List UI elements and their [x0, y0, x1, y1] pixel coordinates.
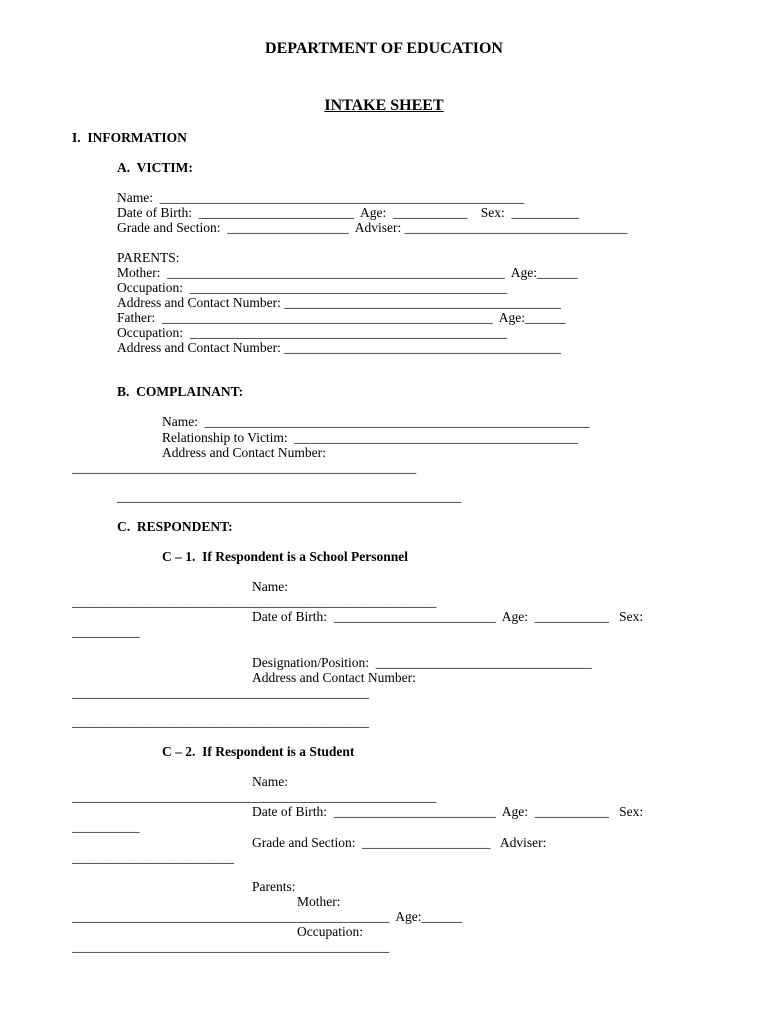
victim-mother-field[interactable]: Mother: __________________________________________________ Age:______ — [117, 265, 578, 280]
victim-mother-occupation-field[interactable]: Occupation: _______________________________________________ — [117, 280, 507, 295]
victim-father-address-field[interactable]: Address and Contact Number: _________________________________________ — [117, 340, 561, 355]
complainant-address-line-1[interactable]: ___________________________________________________ — [72, 460, 417, 475]
personnel-address-label: Address and Contact Number: — [252, 670, 416, 685]
personnel-designation-field[interactable]: Designation/Position: ________________________________ — [252, 655, 592, 670]
victim-mother-address-field[interactable]: Address and Contact Number: _________________________________________ — [117, 295, 561, 310]
student-adviser-line[interactable]: ________________________ — [72, 850, 234, 865]
victim-father-occupation-field[interactable]: Occupation: _______________________________________________ — [117, 325, 507, 340]
student-name-line[interactable]: ______________________________________________________ — [72, 789, 437, 804]
complainant-address-label: Address and Contact Number: — [162, 445, 326, 460]
personnel-name-label: Name: — [252, 579, 288, 594]
complainant-name-field[interactable]: Name: _________________________________________________________ — [162, 414, 590, 429]
victim-grade-adviser-field[interactable]: Grade and Section: __________________ Adviser: _________________________________ — [117, 220, 628, 235]
student-parents-label: Parents: — [252, 879, 296, 894]
student-name-label: Name: — [252, 774, 288, 789]
student-dob-age-sex-field[interactable]: Date of Birth: ________________________ Age: ___________ Sex: — [252, 804, 644, 819]
department-heading: DEPARTMENT OF EDUCATION — [265, 40, 503, 57]
student-mother-age-field[interactable]: _______________________________________________ Age:______ — [72, 909, 462, 924]
victim-heading: A. VICTIM: — [117, 160, 193, 175]
complainant-heading: B. COMPLAINANT: — [117, 384, 244, 399]
personnel-sex-line[interactable]: __________ — [72, 624, 140, 639]
respondent-heading: C. RESPONDENT: — [117, 519, 233, 534]
section-information-heading: I. INFORMATION — [72, 130, 187, 145]
victim-dob-age-sex-field[interactable]: Date of Birth: _______________________ Age: ___________ Sex: __________ — [117, 205, 579, 220]
student-occupation-label: Occupation: — [297, 924, 363, 939]
student-sex-line[interactable]: __________ — [72, 819, 140, 834]
victim-name-field[interactable]: Name: ______________________________________________________ — [117, 190, 525, 205]
respondent-student-heading: C – 2. If Respondent is a Student — [162, 744, 355, 759]
page-title: INTAKE SHEET — [324, 97, 444, 114]
personnel-address-line-2[interactable]: ____________________________________________ — [72, 714, 369, 729]
personnel-address-line-1[interactable]: ____________________________________________ — [72, 685, 369, 700]
student-occupation-line[interactable]: _______________________________________________ — [72, 939, 390, 954]
student-grade-adviser-field[interactable]: Grade and Section: ___________________ Adviser: — [252, 835, 547, 850]
complainant-address-line-2[interactable]: ___________________________________________________ — [117, 489, 462, 504]
respondent-personnel-heading: C – 1. If Respondent is a School Personnel — [162, 549, 409, 564]
student-mother-label: Mother: — [297, 894, 341, 909]
victim-father-field[interactable]: Father: _________________________________________________ Age:______ — [117, 310, 566, 325]
personnel-name-line[interactable]: ______________________________________________________ — [72, 594, 437, 609]
personnel-dob-age-sex-field[interactable]: Date of Birth: ________________________ Age: ___________ Sex: — [252, 609, 644, 624]
victim-parents-heading: PARENTS: — [117, 250, 180, 265]
complainant-relationship-field[interactable]: Relationship to Victim: __________________________________________ — [162, 430, 578, 445]
